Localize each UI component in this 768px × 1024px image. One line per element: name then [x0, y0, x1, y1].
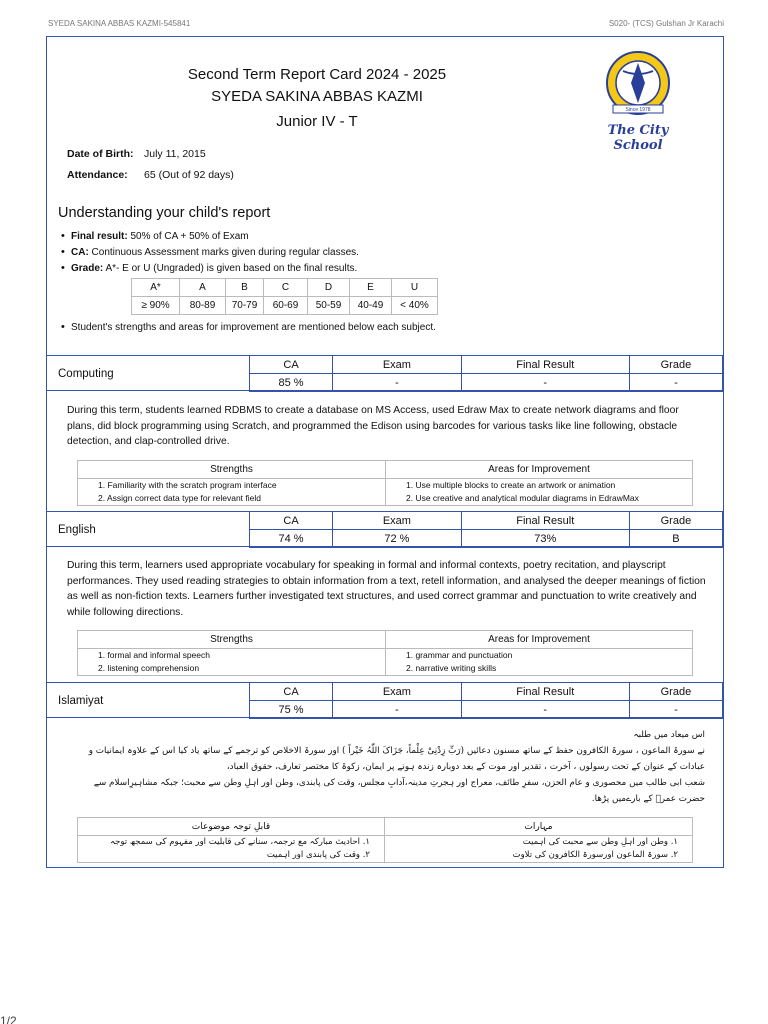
- col-grade: Grade: [629, 512, 722, 530]
- final-value: -: [461, 374, 629, 392]
- dob-label: Date of Birth:: [67, 148, 134, 160]
- page-number: 1/2: [0, 1014, 17, 1024]
- grade-value: B: [629, 530, 722, 548]
- school-name-logo: The City School: [607, 123, 669, 153]
- subject-bar-islamiyat: [47, 682, 723, 718]
- range-row: [132, 297, 438, 315]
- class-name: Junior IV - T: [276, 113, 358, 130]
- urdu-line: عبادات کے عنوان کے تحت رسولوں ، آخرت ، تقدیر اور موت کے بعد دوبارہ زندہ ہونے پر ایمان، زکوۃ کا مختصر تعارف، حقوق العباد،: [226, 762, 705, 772]
- guide-heading: Understanding your child's report: [58, 205, 271, 221]
- marks-table: [249, 511, 723, 548]
- col-final: Final Result: [461, 512, 629, 530]
- col-exam: Exam: [333, 683, 462, 701]
- grade-scale-table: [131, 278, 438, 315]
- subject-bar-computing: [47, 355, 723, 391]
- guide-final-result: • Final result: 50% of CA + 50% of Exam: [71, 231, 249, 242]
- computing-description: During this term, students learned RDBMS to create a database on MS Access, used Edraw Max to create network diagrams and floor plans, did block programming using Scratch, and programmed the Edison using barcodes for various tasks like line following, obstacle detection, and clap-controlled drive.: [67, 405, 679, 447]
- area-item: 2. narrative writing skills: [406, 663, 497, 673]
- report-header: [47, 37, 723, 355]
- report-title: Second Term Report Card 2024 - 2025: [187, 66, 447, 83]
- english-description: During this term, learners used appropriate vocabulary for speaking in formal and informal contexts, poetry recitation, and playscript performances. They used reading strategies to obtain information from a text, retell information, and analysed the deeper meanings of fiction as well as non-fiction texts. Learners further investigated text structures, and used correct grammar and punctuation to write creatively and while following directions.: [67, 560, 706, 618]
- range-cell: 80-89: [180, 297, 226, 315]
- range-cell: 60-69: [264, 297, 308, 315]
- area-item: 1. Use multiple blocks to create an artwork or animation: [406, 480, 616, 490]
- strength-item: 2. listening comprehension: [98, 663, 200, 673]
- logo-ribbon: Since 1978: [625, 107, 651, 113]
- col-final: Final Result: [461, 683, 629, 701]
- attendance-label: Attendance:: [67, 169, 128, 181]
- grade-value: -: [629, 701, 722, 719]
- grade-cell: E: [350, 279, 392, 297]
- strength-item: 1. formal and informal speech: [98, 650, 210, 660]
- marks-table: [249, 355, 723, 392]
- range-cell: < 40%: [392, 297, 438, 315]
- urdu-line: شعب ابی طالب میں محصوری و عام الحزن، سفرِ طائف، معراج اور ہجرتِ مدینہ،آدابِ مجلس، وقت کی پابندی، وطن اور اہلِ وطن سے محبت؛ جبکہ مشاہیرِاسلام سے: [93, 778, 705, 788]
- strengths-header: Strengths: [78, 631, 386, 649]
- col-exam: Exam: [333, 512, 462, 530]
- strengths-header: Strengths: [78, 461, 386, 479]
- grade-cell: B: [226, 279, 264, 297]
- computing-skills-table: [77, 460, 693, 506]
- grade-cell: A*: [132, 279, 180, 297]
- header-campus: S020- (TCS) Gulshan Jr Karachi: [608, 19, 724, 28]
- col-ca: CA: [250, 356, 333, 374]
- date-of-birth: [67, 148, 206, 160]
- exam-value: 72 %: [333, 530, 462, 548]
- range-cell: 70-79: [226, 297, 264, 315]
- area-item: 1. grammar and punctuation: [406, 650, 513, 660]
- col-grade: Grade: [629, 356, 722, 374]
- final-value: 73%: [461, 530, 629, 548]
- header-student-id: SYEDA SAKINA ABBAS KAZMI-545841: [48, 19, 191, 28]
- subject-name: Computing: [58, 368, 114, 380]
- area-item: 2. Use creative and analytical modular diagrams in EdrawMax: [406, 493, 639, 503]
- range-cell: ≥ 90%: [132, 297, 180, 315]
- urdu-line: نے سورۃ الماعون ، سورۃ الکافرون حفظ کے ساتھ مسنون دعائیں (رَبِّ زِدْنِیْ عِلْماً، جَزَاکَ اللّٰہُ خَیْراً ) اور سورۃ الاخلاص کو ترجمے کے ساتھ یاد کیا اس کے علاوہ ایمانیات و: [88, 746, 705, 756]
- strength-item: 2. Assign correct data type for relevant field: [98, 493, 262, 503]
- subject-bar-english: [47, 511, 723, 547]
- grade-cell: C: [264, 279, 308, 297]
- col-ca: CA: [250, 512, 333, 530]
- areas-header: Areas for Improvement: [386, 461, 693, 479]
- exam-value: -: [333, 374, 462, 392]
- urdu-line: حضرت عمرؓ کے بارےمیں پڑھا.: [591, 794, 705, 804]
- report-card: [46, 36, 724, 868]
- ca-value: 75 %: [250, 701, 333, 719]
- range-cell: 40-49: [350, 297, 392, 315]
- grade-cell: D: [308, 279, 350, 297]
- grade-cell: U: [392, 279, 438, 297]
- exam-value: -: [333, 701, 462, 719]
- areas-header: قابلِ توجہ موضوعات: [78, 818, 385, 836]
- col-final: Final Result: [461, 356, 629, 374]
- page-header: [48, 19, 724, 33]
- ca-value: 85 %: [250, 374, 333, 392]
- grade-value: -: [629, 374, 722, 392]
- guide-note: • Student's strengths and areas for improvement are mentioned below each subject.: [71, 322, 436, 333]
- ca-value: 74 %: [250, 530, 333, 548]
- col-exam: Exam: [333, 356, 462, 374]
- islamiyat-description: [67, 727, 705, 807]
- areas-header: Areas for Improvement: [386, 631, 693, 649]
- strength-item: 1. Familiarity with the scratch program interface: [98, 480, 277, 490]
- col-grade: Grade: [629, 683, 722, 701]
- subject-name: Islamiyat: [58, 695, 104, 707]
- attendance: [67, 169, 234, 181]
- final-value: -: [461, 701, 629, 719]
- guide-ca: • CA: Continuous Assessment marks given during regular classes.: [71, 247, 359, 258]
- attendance-value: 65 (Out of 92 days): [144, 169, 234, 181]
- area-item: ۱. احادیث مبارکہ مع ترجمہ، سنانے کی قابلیت اور مفہوم کی سمجھ توجہ: [110, 837, 370, 847]
- marks-table: [249, 682, 723, 719]
- islamiyat-skills-table: [77, 817, 693, 863]
- grade-cell: A: [180, 279, 226, 297]
- range-cell: 50-59: [308, 297, 350, 315]
- dob-value: July 11, 2015: [144, 148, 206, 160]
- guide-grade: • Grade: A*- E or U (Ungraded) is given based on the final results.: [71, 263, 357, 274]
- area-item: ۲. وقت کی پابندی اور اہمیت: [266, 850, 370, 860]
- strength-item: ۲. سورۃ الماعون اورسورۃ الکافرون کی تلاوت: [512, 850, 678, 860]
- strength-item: ۱. وطن اور اہلِ وطن سے محبت کی اہمیت: [522, 837, 678, 847]
- student-name: SYEDA SAKINA ABBAS KAZMI: [211, 88, 423, 105]
- urdu-line: اس میعاد میں طلبہ: [633, 730, 705, 740]
- col-ca: CA: [250, 683, 333, 701]
- strengths-header: مہارات: [385, 818, 693, 836]
- english-skills-table: [77, 630, 693, 676]
- subject-name: English: [58, 524, 96, 536]
- grade-row: [132, 279, 438, 297]
